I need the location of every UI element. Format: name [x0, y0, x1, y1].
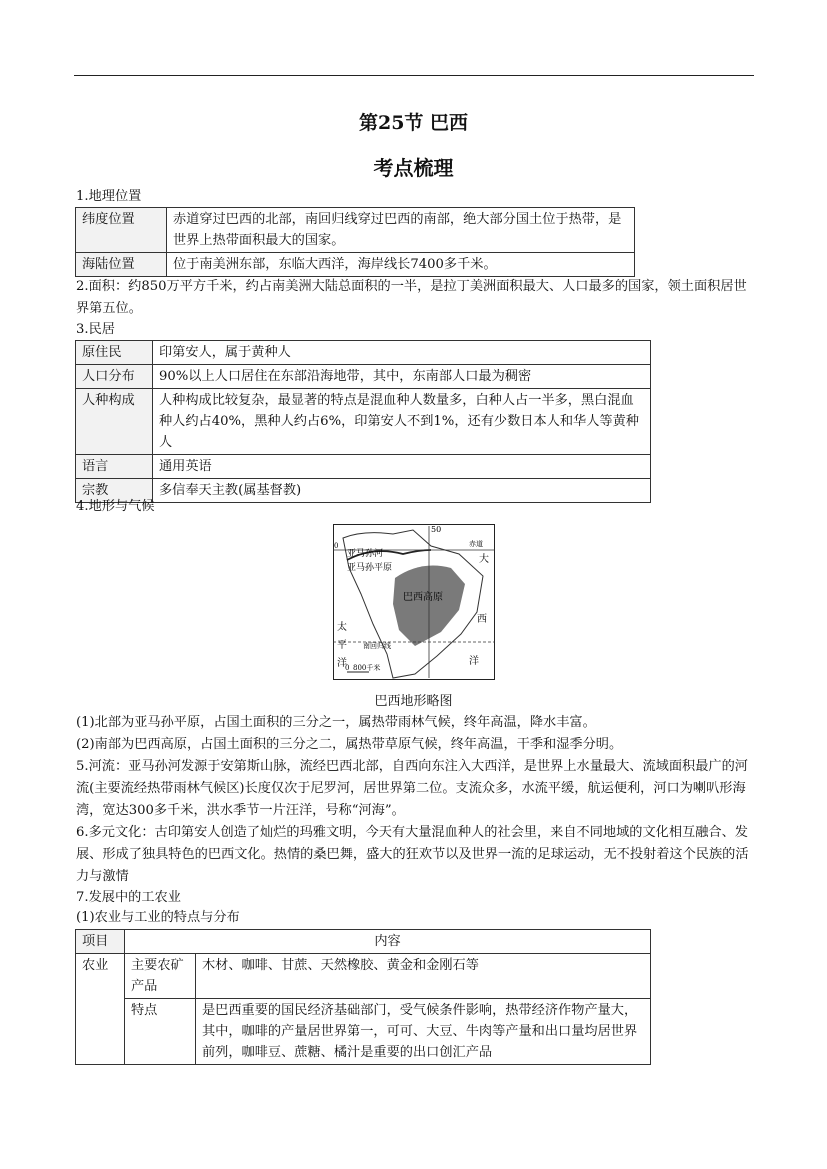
brazil-terrain-map — [333, 524, 495, 680]
label-pacific-1: 太 — [337, 622, 347, 633]
s5-rivers: 5.河流：亚马孙河发源于安第斯山脉，流经巴西北部，自西向东注入大西洋，是世界上水量最大、流域面积最广的河流(主要流经热带雨林气候区)长度仅次于尼罗河，居世界第二位。支流众多，水流平缓，航运便利，河口为喇叭形海湾，宽达300多千米，洪水季节一片汪洋，号称“河海”。 — [76, 759, 748, 818]
map-caption: 巴西地形略图 — [374, 694, 453, 709]
table-row — [76, 930, 651, 954]
cell-label: 人口分布 — [76, 365, 153, 389]
label-latitude-zero: 0 — [334, 542, 339, 550]
s6-culture: 6.多元文化：古印第安人创造了灿烂的玛雅文明，今天有大量混血种人的社会里，来自不同地域的文化相互融合、发展、形成了独具特色的巴西文化。热情的桑巴舞，盛大的狂欢节以及世界一流的足球运动，无不投射着这个民族的活力与激情 — [76, 825, 749, 884]
table-row — [76, 479, 651, 503]
label-atlantic-3: 洋 — [469, 656, 479, 667]
cell-label: 原住民 — [76, 341, 153, 365]
table-row — [76, 253, 635, 277]
table-row — [76, 341, 651, 365]
table-row — [76, 208, 635, 253]
cell-text: 木材、咖啡、甘蔗、天然橡胶、黄金和金刚石等 — [196, 954, 651, 999]
header-rule — [74, 75, 754, 76]
s3-heading: 3.民居 — [76, 322, 115, 337]
label-scale-zero: 0 — [345, 664, 350, 672]
section-title: 考点梳理 — [373, 156, 454, 180]
table-row — [76, 365, 651, 389]
header-content: 内容 — [125, 930, 651, 954]
population-table — [75, 340, 651, 503]
s2-area: 2.面积：约850万平方千米，约占南美洲大陆总面积的一半，是拉丁美洲面积最大、人口最多的国家，领土面积居世界第五位。 — [76, 279, 747, 316]
table-row — [76, 389, 651, 455]
cell-text: 位于南美洲东部，东临大西洋，海岸线长7400多千米。 — [167, 253, 635, 277]
cell-label: 语言 — [76, 455, 153, 479]
s4-heading: 4.地形与气候 — [76, 499, 155, 514]
cell-text: 多信奉天主教(属基督教) — [153, 479, 651, 503]
cell-label: 宗教 — [76, 479, 153, 503]
category-agriculture: 农业 — [76, 954, 125, 1065]
table-row — [76, 954, 651, 999]
cell-text: 90%以上人口居住在东部沿海地带，其中，东南部人口最为稠密 — [153, 365, 651, 389]
location-table — [75, 207, 635, 277]
cell-label: 主要农矿产品 — [125, 954, 196, 999]
label-longitude: 50 — [431, 525, 442, 534]
cell-label: 纬度位置 — [76, 208, 167, 253]
label-tropic: 南回归线 — [363, 642, 391, 650]
cell-label: 特点 — [125, 999, 196, 1065]
label-atlantic-2: 西 — [477, 614, 487, 625]
cell-text: 印第安人，属于黄种人 — [153, 341, 651, 365]
cell-text: 通用英语 — [153, 455, 651, 479]
label-equator: 赤道 — [469, 540, 483, 548]
s7-subheading: (1)农业与工业的特点与分布 — [76, 910, 240, 925]
cell-text: 是巴西重要的国民经济基础部门，受气候条件影响，热带经济作物产量大，其中，咖啡的产量居世界第一，可可、大豆、牛肉等产量和出口量均居世界前列，咖啡豆、蔗糖、橘汁是重要的出口创汇产品 — [196, 999, 651, 1065]
table-row — [76, 999, 651, 1065]
cell-label: 人种构成 — [76, 389, 153, 455]
header-item: 项目 — [76, 930, 125, 954]
s1-heading: 1.地理位置 — [76, 189, 142, 204]
label-pacific-2: 平 — [337, 640, 347, 651]
cell-label: 海陆位置 — [76, 253, 167, 277]
s7-heading: 7.发展中的工农业 — [76, 890, 181, 905]
table-row — [76, 455, 651, 479]
cell-text: 赤道穿过巴西的北部，南回归线穿过巴西的南部，绝大部分国土位于热带，是世界上热带面积最大的国家。 — [167, 208, 635, 253]
label-scale: 800千米 — [353, 664, 381, 672]
s4-point-2: (2)南部为巴西高原，占国土面积的三分之二，属热带草原气候，终年高温，干季和湿季分明。 — [76, 737, 623, 752]
s4-point-1: (1)北部为亚马孙平原，占国土面积的三分之一，属热带雨林气候，终年高温，降水丰富。 — [76, 715, 596, 730]
page-title: 第25节 巴西 — [358, 112, 469, 134]
label-amazon-river: 亚马孙河 — [347, 549, 384, 559]
label-highland: 巴西高原 — [403, 592, 443, 603]
cell-text: 人种构成比较复杂，最显著的特点是混血种人数量多，白种人占一半多，黑白混血种人约占40%，黑种人约占6%，印第安人不到1%，还有少数日本人和华人等黄种人 — [153, 389, 651, 455]
label-atlantic-1: 大 — [479, 554, 489, 565]
label-pacific-3: 洋 — [337, 658, 347, 669]
label-amazon-plain: 亚马孙平原 — [347, 563, 393, 573]
industry-table — [75, 929, 651, 1065]
